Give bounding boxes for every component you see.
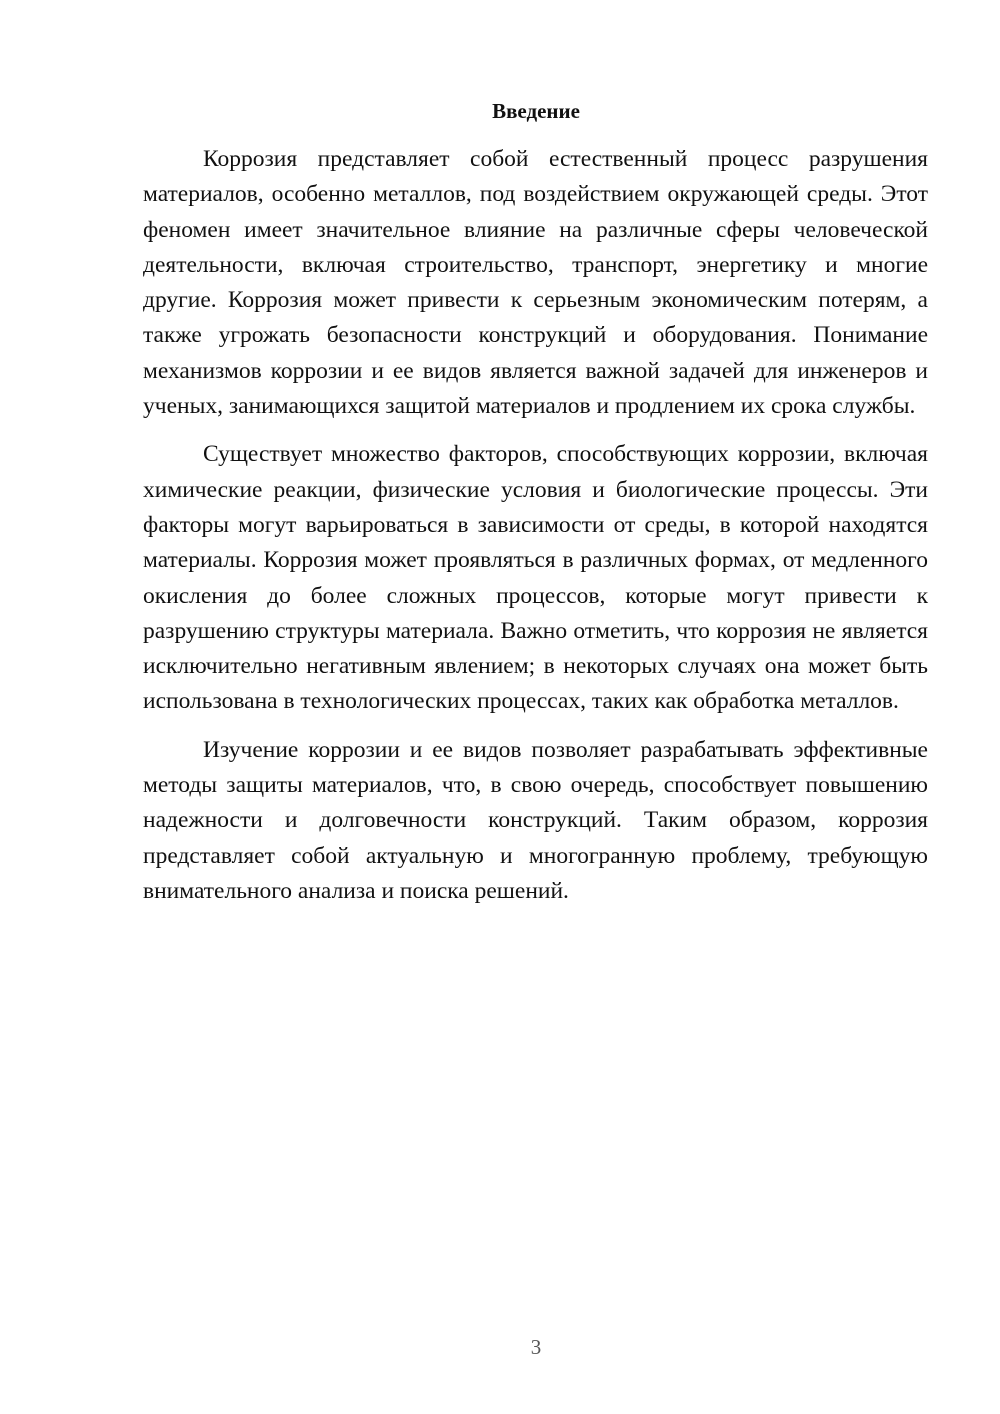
paragraph-3: Изучение коррозии и ее видов позволяет разрабатывать эффективные методы защиты материалов, что, в свою очередь, способствует повышению надежности и долговечности конструкций. Таким образом, коррозия представляет собой актуальную и многогранную проблему, требующую внимательного анализа и поиска решений. bbox=[143, 736, 928, 904]
paragraph-2: Существует множество факторов, способствующих коррозии, включая химические реакции, физические условия и биологические процессы. Эти факторы могут варьироваться в зависимости от среды, в которой находятся материалы. Коррозия может проявляться в различных формах, от медленного окисления до более сложных процессов, которые могут привести к разрушению структуры материала. Важно отметить, что коррозия не является исключительно негативным явлением; в некоторых случаях она может быть использована в технологических процессах, таких как обработка металлов. bbox=[143, 441, 928, 715]
page-number: 3 bbox=[530, 1335, 542, 1359]
body-text bbox=[143, 142, 928, 909]
paragraph-1: Коррозия представляет собой естественный процесс разрушения материалов, особенно металлов, под воздействием окружающей среды. Этот феномен имеет значительное влияние на различные сферы человеческой деятельности, включая строительство, транспорт, энергетику и многие другие. Коррозия может привести к серьезным экономическим потерям, а также угрожать безопасности конструкций и оборудования. Понимание механизмов коррозии и ее видов является важной задачей для инженеров и ученых, занимающихся защитой материалов и продлением их срока службы. bbox=[143, 146, 928, 420]
section-heading: Введение bbox=[492, 99, 580, 123]
